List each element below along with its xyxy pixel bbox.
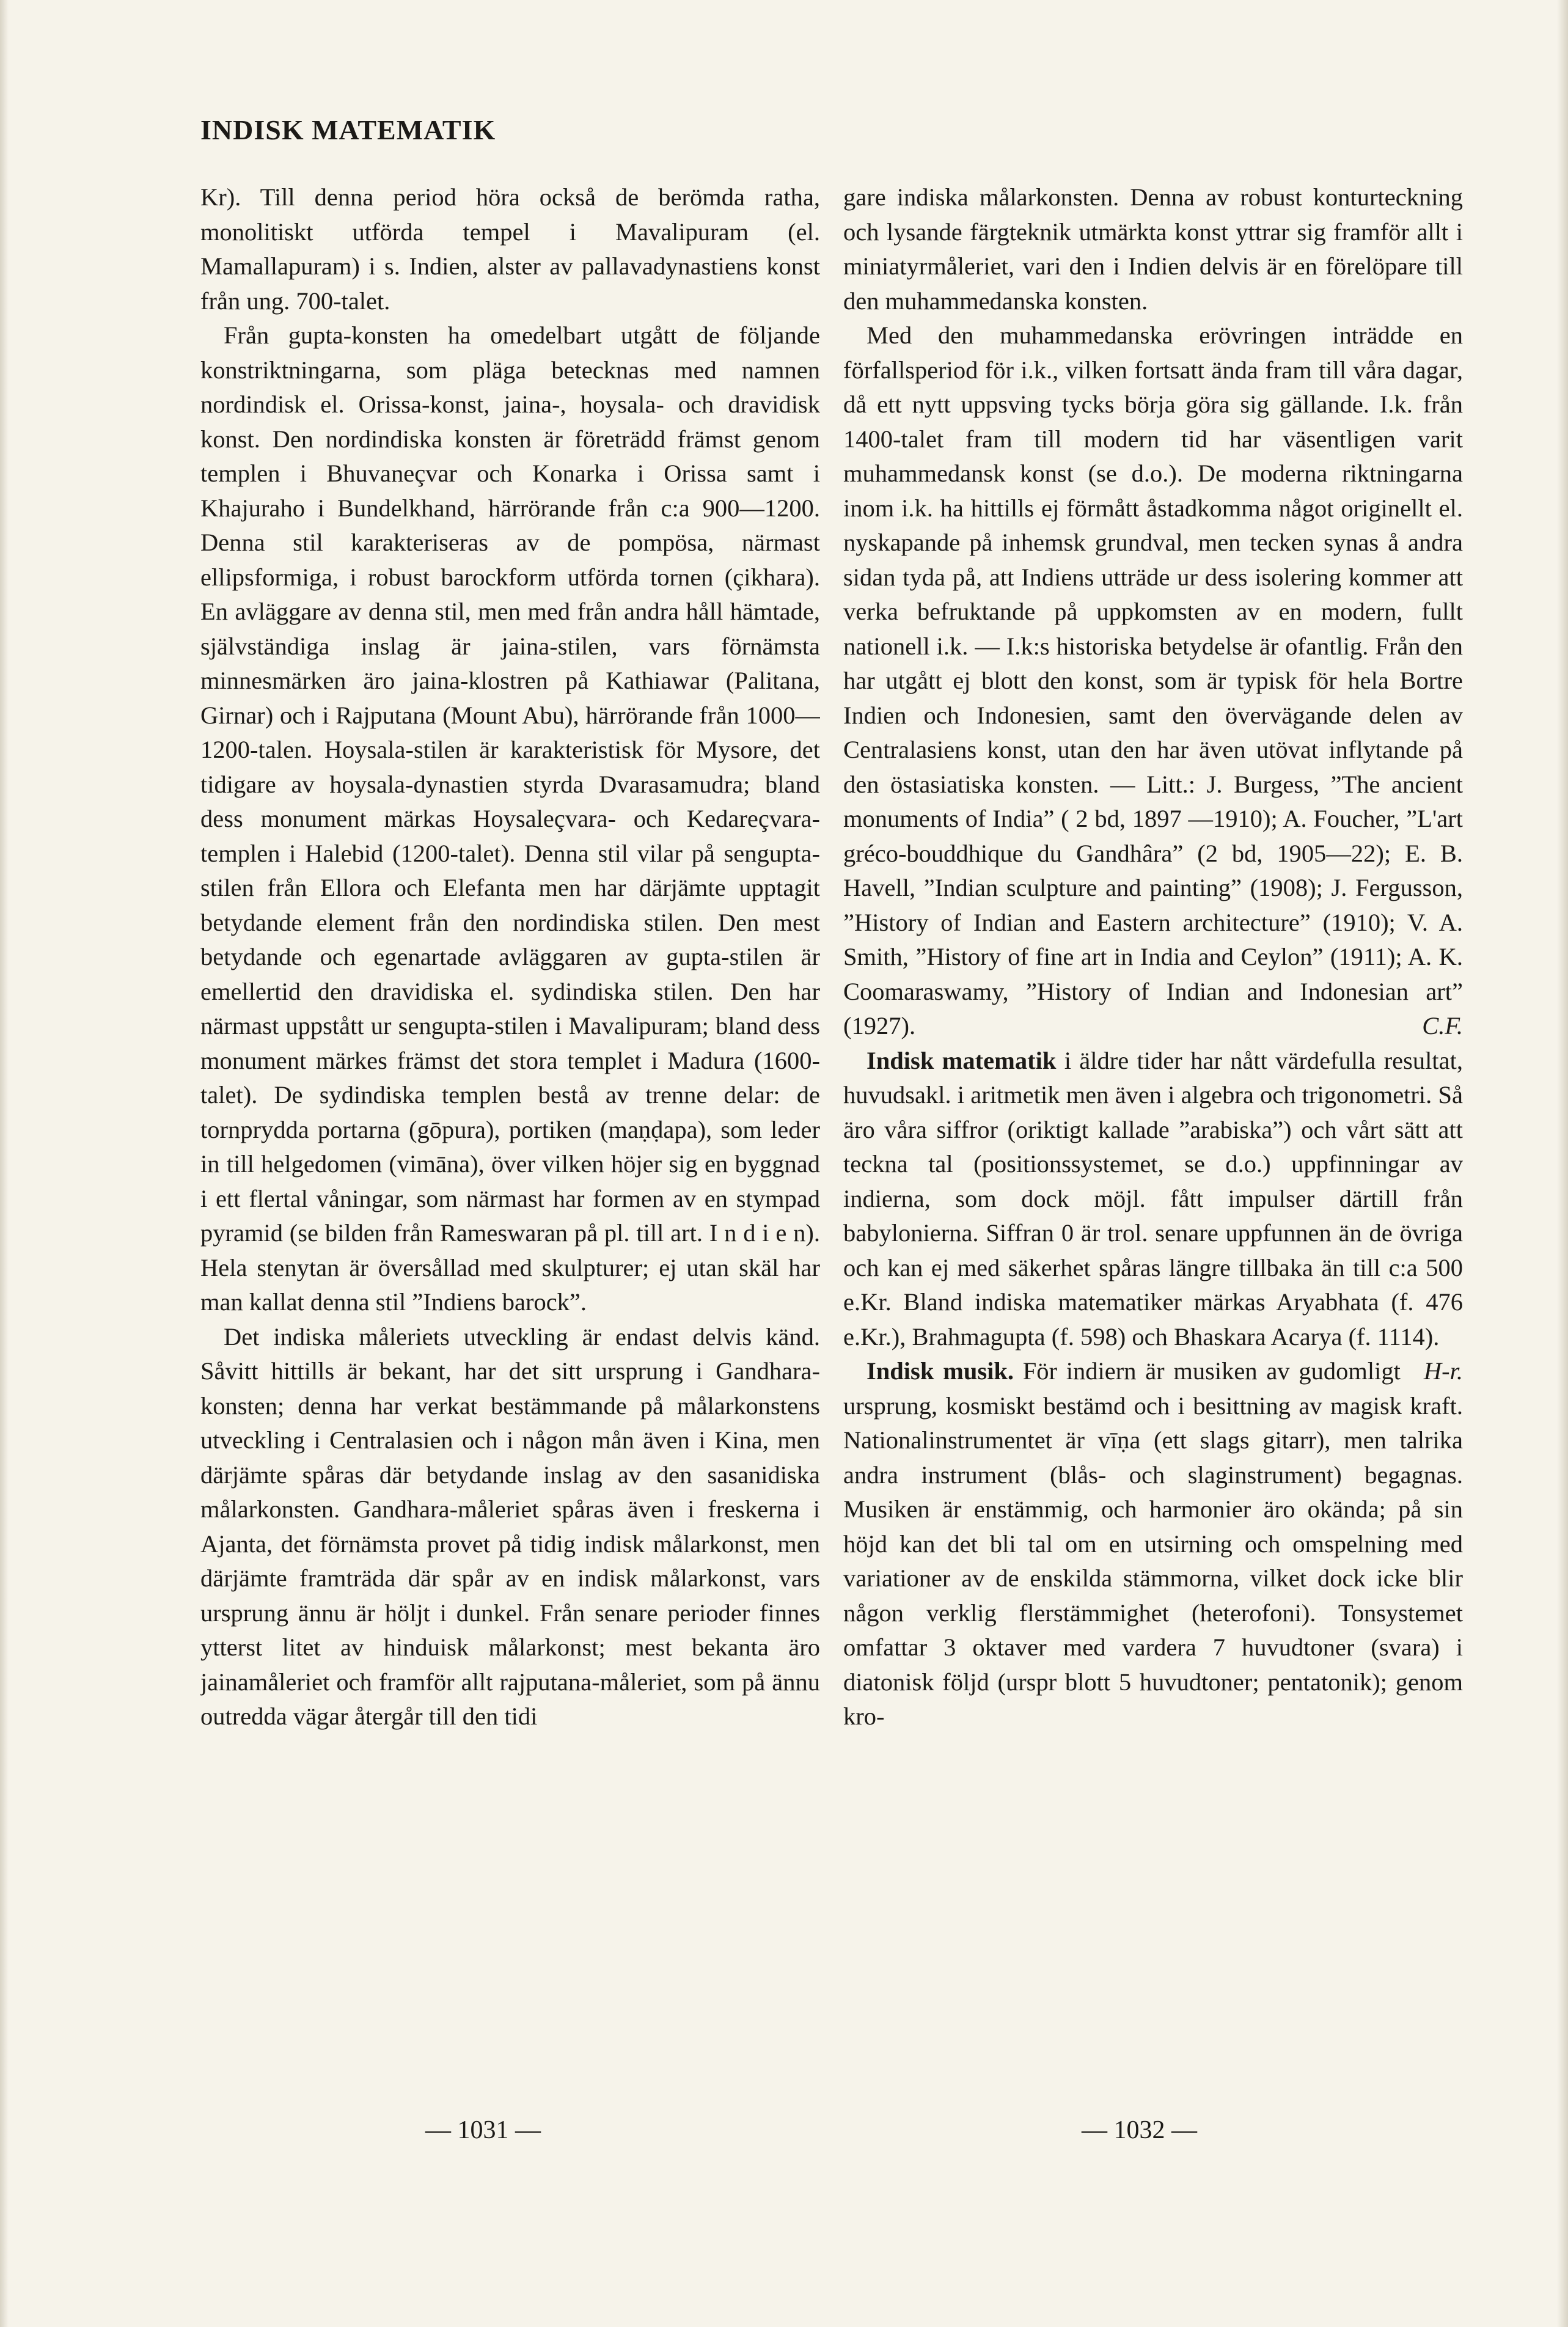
page-number-left: — 1031 —	[425, 2116, 541, 2144]
entry-text-musik: För indiern är musiken av gudomligt ursprung, kosmiskt bestämd och i besittning av magisk kraft. Nationalinstrumentet är vīṇa (ett slags gitarr), men talrika andra instrument (blås- och slaginstrument) begagnas. Musiken är enstämmig, och harmonier äro okända; på sin höjd kan det bli tal om en utsirning och omspelning med variationer av de enskilda stämmorna, vilket dock icke blir någon verklig flerstämmighet (heterofoni). Tonsystemet omfattar 3 oktaver med vardera 7 huvudtoner (svara) i diatonisk följd (urspr blott 5 huvudtoner; pentatonik); genom kro-	[843, 1357, 1463, 1730]
paragraph-ratha: Kr). Till denna period höra också de berömda ratha, monolitiskt utförda tempel i Mavalipuram (el. Mamallapuram) i s. Indien, alster av pallavadynastiens konst från ung. 700-talet.	[200, 183, 820, 315]
entry-term-musik: Indisk musik.	[866, 1357, 1014, 1385]
author-signature-hr: H-r.	[1423, 1357, 1463, 1385]
page-edge-shadow-right	[1557, 0, 1568, 2327]
page-number-right: — 1032 —	[1082, 2116, 1197, 2144]
page-edge-shadow-left	[0, 0, 9, 2327]
entry-text-matematik: i äldre tider har nått värdefulla resultat, huvudsakl. i aritmetik men även i algebra och trigonometri. Så äro våra siffror (oriktigt kallade ”arabiska”) och vårt sätt att teckna tal (positionssystemet, se d.o.) uppfinningar av indierna, som dock möjl. fått impulser därtill från babylonierna. Siffran 0 är trol. senare uppfunnen än de övriga och kan ej med säkerhet spåras längre tillbaka än till c:a 500 e.Kr. Bland indiska matematiker märkas Aryabhata (f. 476 e.Kr.), Brahmagupta (f. 598) och Bhaskara Acarya (f. 1114).	[843, 1046, 1463, 1350]
entry-indisk-musik	[843, 1354, 1463, 1734]
paragraph-painting-cont: gare indiska målarkonsten. Denna av robust konturteckning och lysande färgteknik utmärkta konst yttrar sig framför allt i miniatyrmåleriet, vari den i Indien delvis är en förelöpare till den muhammedanska konsten.	[843, 183, 1463, 315]
right-column	[843, 180, 1463, 2105]
left-column	[200, 180, 820, 2105]
paragraph-painting: Det indiska måleriets utveckling är endast delvis känd. Såvitt hittills är bekant, har det sitt ursprung i Gandhara-konsten; denna har verkat bestämmande på målarkonstens utveckling i Centralasien och i någon mån även i Kina, men därjämte spåras där betydande inslag av den sasanidiska målarkonsten. Gandhara-måleriet spåras även i freskerna i Ajanta, det förnämsta provet på tidig indisk målarkonst, men därjämte framträda där spår av en indisk målarkonst, vars ursprung ännu är höljt i dunkel. Från senare perioder finnes ytterst litet av hinduisk målarkonst; mest bekanta äro jainamåleriet och framför allt rajputana-måleriet, som på ännu outredda vägar återgår till den tidi	[200, 1322, 820, 1730]
running-header: INDISK MATEMATIK	[200, 114, 496, 145]
paragraph-muhammedan-period	[843, 318, 1463, 1044]
paragraph-muhammedan-text: Med den muhammedanska erövringen inträdde en förfallsperiod för i.k., vilken fortsatt ända fram till våra dagar, då ett nytt uppsving tycks börja göra sig gällande. I.k. från 1400-talet fram till modern tid har väsentligen varit muhammedansk konst (se d.o.). De moderna riktningarna inom i.k. ha hittills ej förmått åstadkomma något originellt el. nyskapande på inhemsk grundval, men tecken synas å andra sidan tyda på, att Indiens utträde ur dess isolering kommer att verka befruktande på uppkomsten av en modern, fullt nationell i.k. — I.k:s historiska betydelse är ofantlig. Från den har utgått ej blott den konst, som är typisk för hela Bortre Indien och Indonesien, samt den övervägande delen av Centralasiens konst, utan den har även utövat inflytande på den östasiatiska konsten. — Litt.: J. Burgess, ”The ancient monuments of India” ( 2 bd, 1897 —1910); A. Foucher, ”L'art gréco-bouddhique du Gandhâra” (2 bd, 1905—22); E. B. Havell, ”Indian sculpture and painting” (1908); J. Fergusson, ”History of Indian and Eastern architecture” (1910); V. A. Smith, ”History of fine art in India and Ceylon” (1911); A. K. Coomaraswamy, ”History of Indian and Indonesian art” (1927).	[843, 321, 1463, 1039]
entry-term-matematik: Indisk matematik	[866, 1046, 1057, 1074]
author-signature-cf: C.F.	[1422, 1012, 1463, 1039]
paragraph-gupta-styles: Från gupta-konsten ha omedelbart utgått de följande konstriktningarna, som pläga betecknas med namnen nordindisk el. Orissa-konst, jaina-, hoysala- och dravidisk konst. Den nordindiska konsten är företrädd främst genom templen i Bhuvaneçvar och Konarka i Orissa samt i Khajuraho i Bundelkhand, härrörande från c:a 900—1200. Denna stil karakteriseras av de pompösa, närmast ellipsformiga, i robust barockform utförda tornen (çikhara). En avläggare av denna stil, men med från andra håll hämtade, självständiga inslag är jaina-stilen, vars förnämsta minnesmärken äro jaina-klostren på Kathiawar (Palitana, Girnar) och i Rajputana (Mount Abu), härrörande från 1000—1200-talen. Hoysala-stilen är karakteristisk för Mysore, det tidigare av hoysala-dynastien styrda Dvarasamudra; bland dess monument märkas Hoysaleçvara- och Kedareçvara-templen i Halebid (1200-talet). Denna stil vilar på sengupta-stilen från Ellora och Elefanta men har därjämte upptagit betydande element från den nordindiska stilen. Den mest betydande och egenartade avläggaren av gupta-stilen är emellertid den dravidiska el. sydindiska stilen. Den har närmast uppstått ur sengupta-stilen i Mavalipuram; bland dess monument märkes främst det stora templet i Madura (1600-talet). De sydindiska templen bestå av trenne delar: de tornprydda portarna (gōpura), portiken (maṇḍapa), som leder in till helgedomen (vimāna), över vilken höjer sig en byggnad i ett flertal våningar, som närmast har formen av en stympad pyramid (se bilden från Rameswaran på pl. till art. I n d i e n). Hela stenytan är översållad med skulpturer; ej utan skäl har man kallat denna stil ”Indiens barock”.	[200, 321, 820, 1316]
